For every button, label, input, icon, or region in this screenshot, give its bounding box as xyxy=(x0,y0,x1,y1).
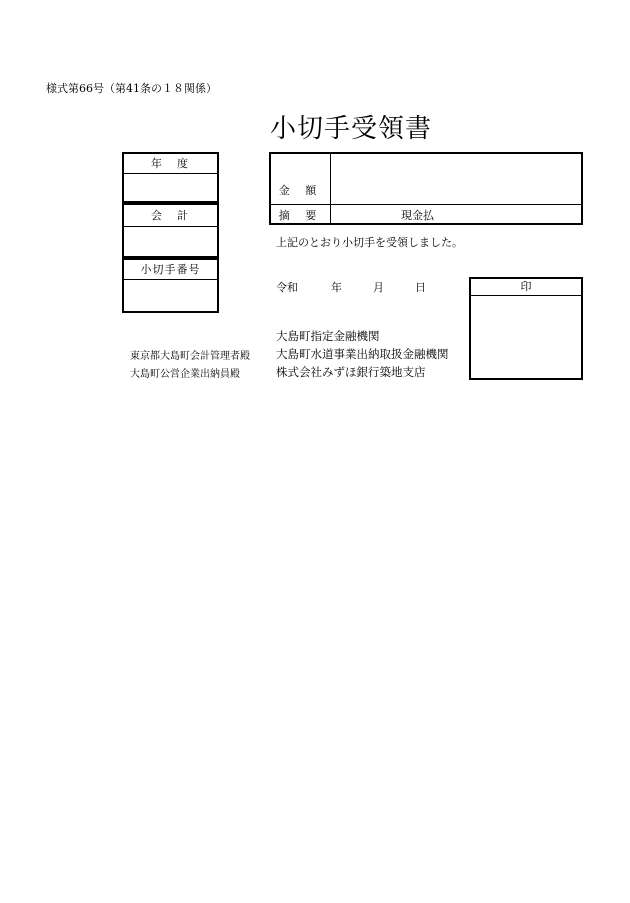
seal-label: 印 xyxy=(471,279,581,296)
amount-summary-table xyxy=(269,152,583,225)
fiscal-year-label: 年 度 xyxy=(124,154,217,174)
table-divider-horizontal xyxy=(271,204,581,205)
amount-label: 金 額 xyxy=(278,184,323,197)
document-title: 小切手受領書 xyxy=(270,114,433,144)
addressee-cashier: 大島町公営企業出納員殿 xyxy=(130,369,240,380)
bank-water-designation: 大島町水道事業出納取扱金融機関 xyxy=(276,347,449,361)
bank-name: 株式会社みずほ銀行築地支店 xyxy=(276,365,426,379)
date-year: 年 xyxy=(331,281,342,294)
fiscal-year-box xyxy=(122,152,219,203)
addressee-treasurer: 東京都大島町会計管理者殿 xyxy=(130,351,250,362)
date-month: 月 xyxy=(373,281,384,294)
account-label: 会 計 xyxy=(124,205,217,227)
summary-value: 現金払 xyxy=(401,209,434,222)
receipt-statement: 上記のとおり小切手を受領しました。 xyxy=(276,236,463,249)
table-divider-vertical xyxy=(330,154,331,223)
date-era: 令和 xyxy=(276,281,298,294)
fiscal-year-field[interactable] xyxy=(124,174,217,204)
check-number-box xyxy=(122,258,219,313)
account-field[interactable] xyxy=(124,227,217,257)
summary-label: 摘 要 xyxy=(278,209,323,222)
form-number: 様式第66号（第41条の１８関係） xyxy=(46,82,217,95)
account-box xyxy=(122,203,219,258)
check-number-label: 小切手番号 xyxy=(124,260,217,280)
check-number-field[interactable] xyxy=(124,280,217,310)
bank-designation: 大島町指定金融機関 xyxy=(276,329,380,343)
date-line xyxy=(276,279,426,295)
seal-box xyxy=(469,277,583,380)
date-day: 日 xyxy=(415,281,426,294)
